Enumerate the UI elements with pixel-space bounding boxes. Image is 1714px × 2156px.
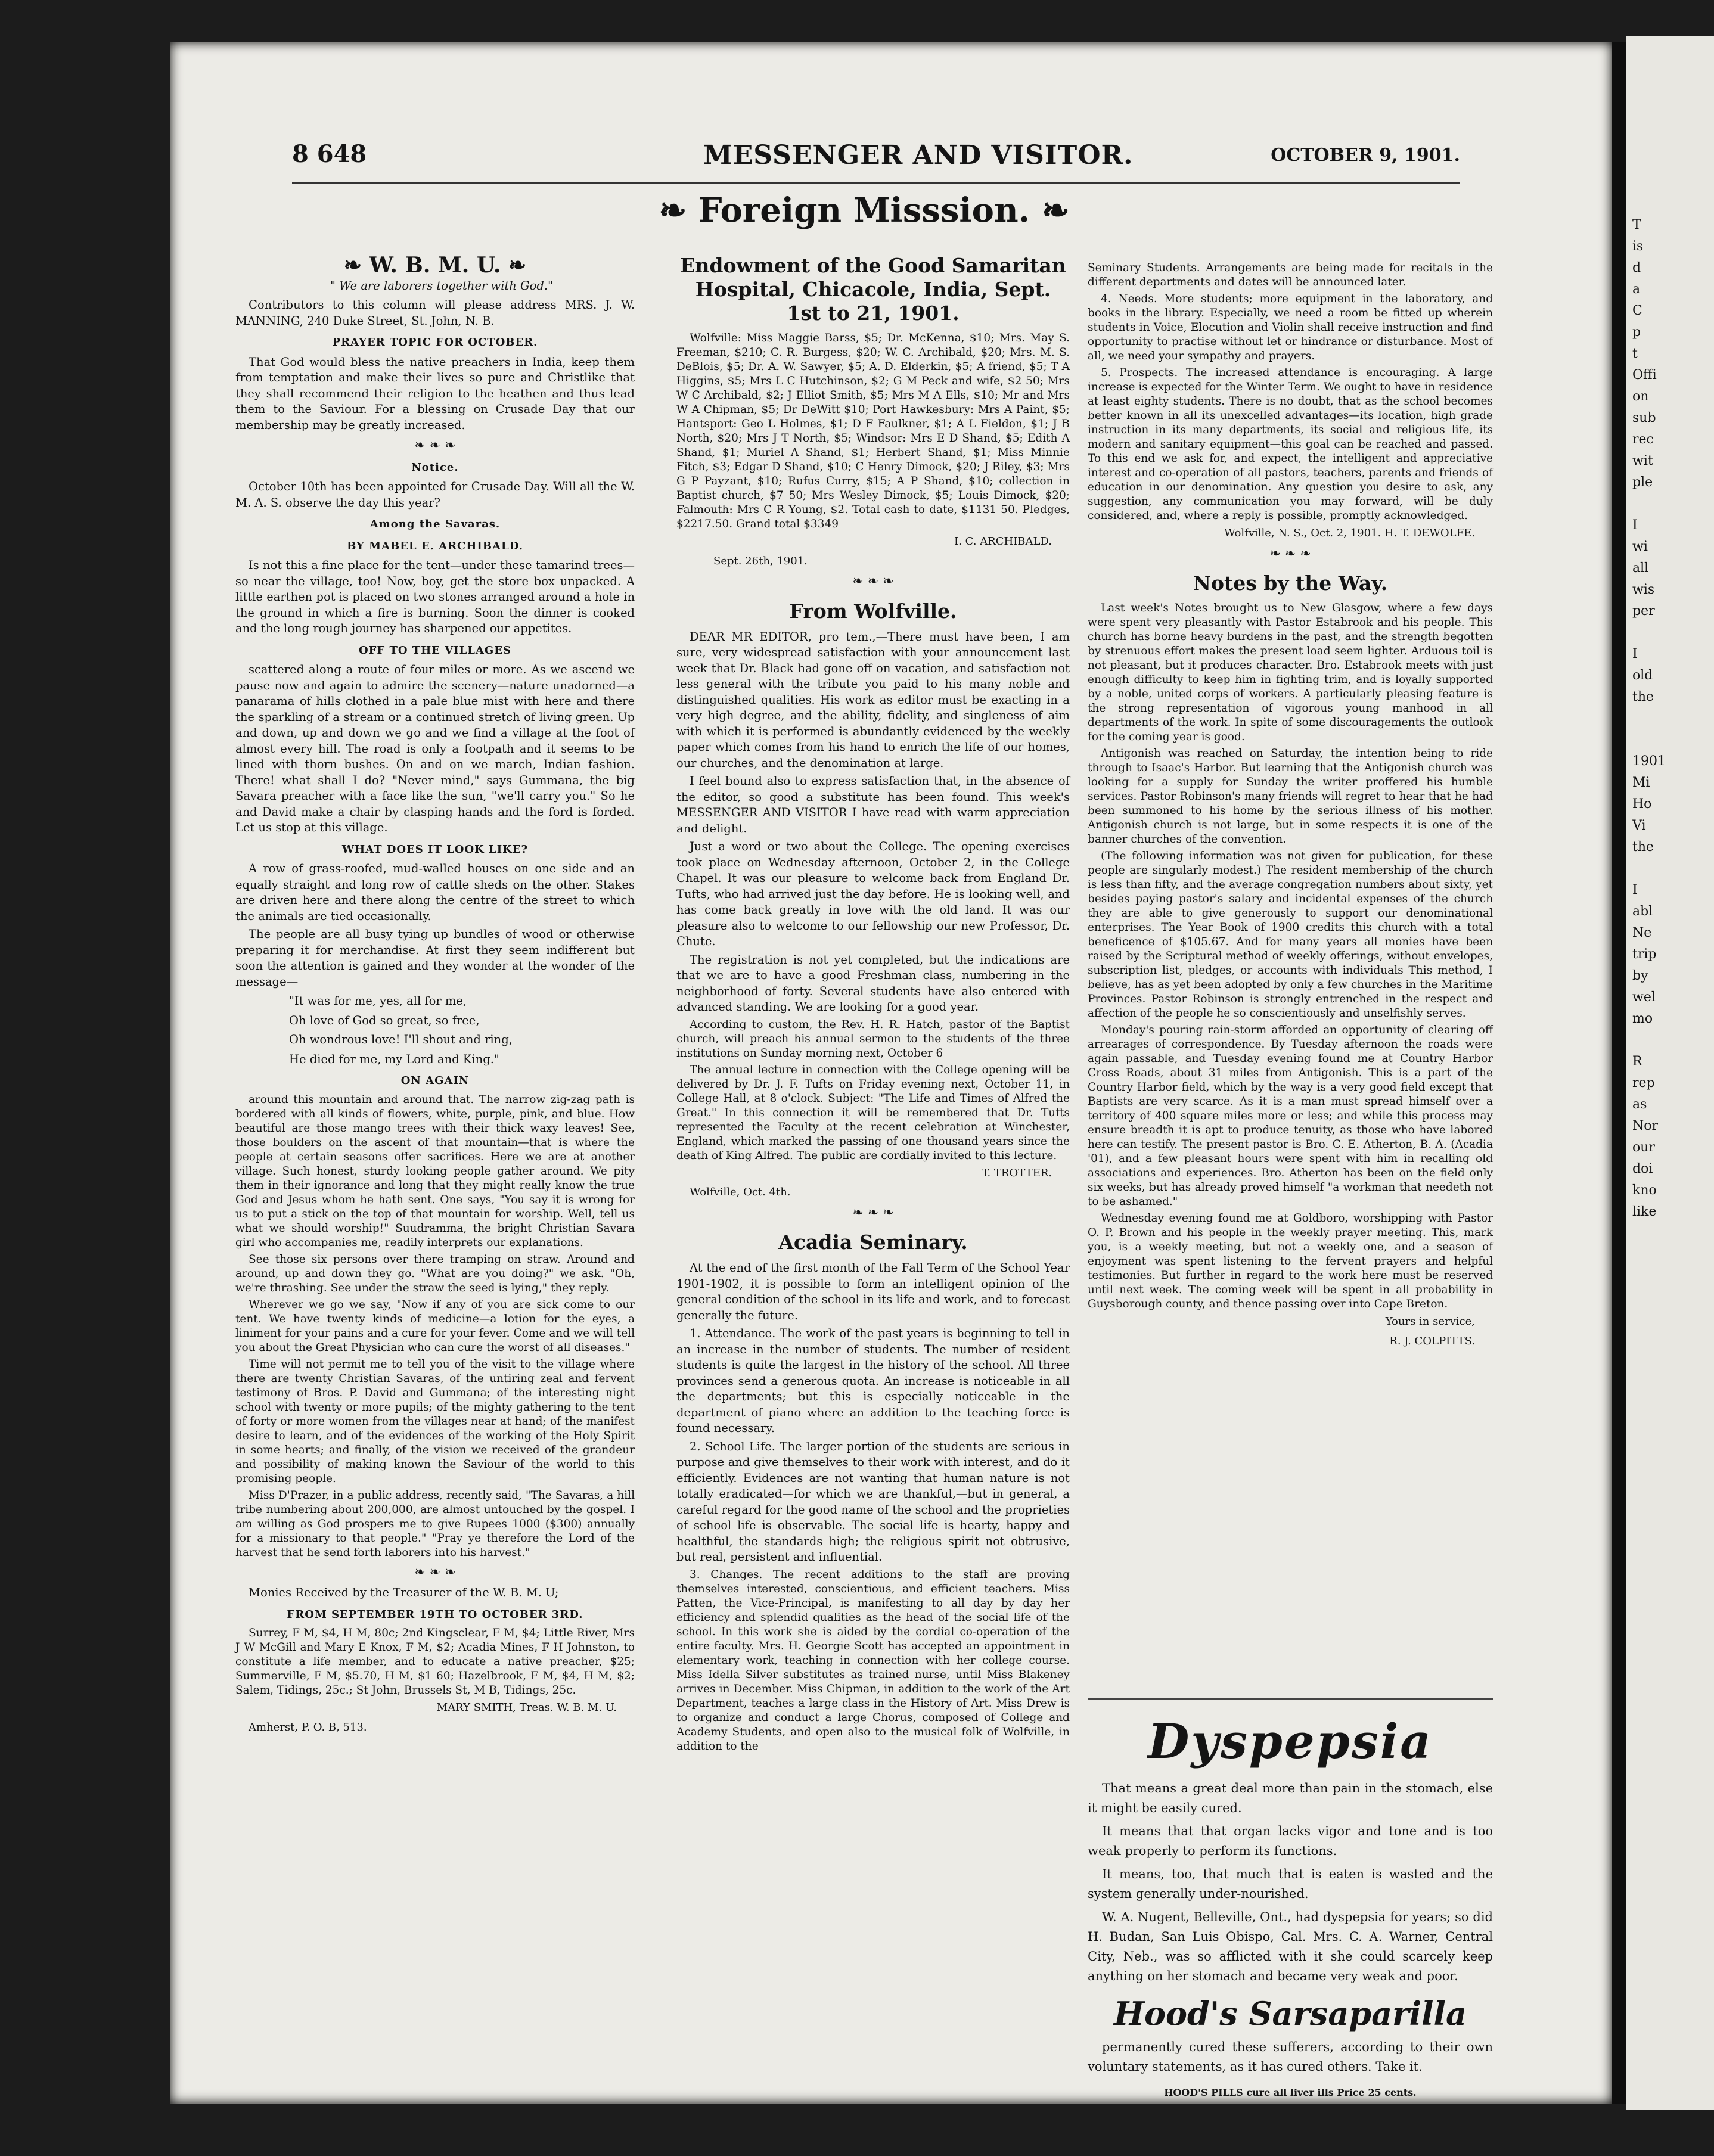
ad-rule xyxy=(1088,1698,1493,1700)
subheading: WHAT DOES IT LOOK LIKE? xyxy=(341,843,529,856)
fragment-text: the xyxy=(1632,840,1654,855)
fragment-text: per xyxy=(1632,604,1655,619)
fragment-text xyxy=(1632,708,1714,729)
wolfville-paragraph: Just a word or two about the College. The opening exercises took place on Wednesday afternoon, October 2, in the College Chapel. It was our pleasure to welcome back from England Dr. Tufts, who had arrived just the day before. He is looking well, and has come back greatly in love with the old land. It was our pleasure also to welcome to our fellowship our new Professor, Dr. Chute. xyxy=(676,840,1070,948)
among-savaras-heading: Among the Savaras. xyxy=(369,518,501,530)
wolfville-paragraph: The registration is not yet completed, but the indications are that we are to have a good Freshman class, numbering in the neighborhood of forty. Several students have also entered with advanced standing. We are looking for a good year. xyxy=(676,952,1070,1014)
dateline: Wolfville, Oct. 4th. xyxy=(690,1186,791,1198)
section-masthead: ❧ Foreign Misssion. ❧ xyxy=(659,191,1070,230)
poem-line: He died for me, my Lord and King." xyxy=(289,1052,499,1066)
fragment-text xyxy=(1632,858,1714,880)
header-rule xyxy=(292,182,1460,184)
signature: T. TROTTER. xyxy=(982,1166,1052,1179)
wolfville-paragraph: The annual lecture in connection with the College opening will be delivered by Dr. J. F. Tufts on Friday evening next, October 11, in College Hall, at 8 o'clock. Subject: "The Life and Times of Alfred the Great." In this connection it will be remembered that Dr. Tufts represented the Faculty at the recent celebration at Winchester, England, which marked the passing of one thousand years since the death of King Alfred. The public are cordially invited to this lecture. xyxy=(676,1063,1070,1162)
fragment-text: our xyxy=(1632,1140,1655,1155)
poem-line: Oh wondrous love! I'll shout and ring, xyxy=(289,1033,513,1046)
savaras-paragraph: Is not this a fine place for the tent—under these tamarind trees—so near the village, too! Now, boy, get the store box unpacked. A little earthen pot is placed on two stones arranged around a hole in the ground in which a fire is burning. Soon the dinner is cooked and the long rough journey has sharpened our appetites. xyxy=(235,558,635,635)
signature-address: Amherst, P. O. B, 513. xyxy=(249,1720,367,1734)
fragment-text xyxy=(1632,622,1714,644)
fragment-text: old xyxy=(1632,668,1653,683)
fragment-text: a xyxy=(1632,282,1641,297)
wolfville-paragraph: I feel bound also to express satisfaction that, in the absence of the editor, so good a substitute has been found. This week's MESSENGER AND VISITOR I have read with warm appreciation and delight. xyxy=(676,774,1070,835)
ad-paragraph: It means, too, that much that is eaten is wasted and the system generally under-nourished. xyxy=(1088,1867,1493,1901)
fragment-text: all xyxy=(1632,561,1649,576)
acadia-paragraph: 3. Changes. The recent additions to the staff are proving themselves interested, conscientious, and efficient teachers. Miss Patten, the Vice-Principal, is manifesting to all day by day her efficiency and splendid qualities as the head of the social life of the school. In this work she is aided by the cordial co-operation of the entire faculty. Mrs. H. Georgie Scott has accepted an appointment in elementary work, teaching in connection with her college course. Miss Idella Silver substitutes as trained nurse, until Miss Blakeney arrives in December. Miss Chipman, in addition to the work of the Art Department, teaches a large class in the History of Art. Miss Drew is to organize and conduct a large Chorus, composed of College and Academy Students, and open also to the musical folk of Wolfville, in addition to the xyxy=(676,1568,1070,1753)
savaras-paragraph: See those six persons over there tramping on straw. Around and around, up and down they go. "What are you doing?" we ask. "Oh, we're thrashing. See under the straw the seed is lying," they reply. xyxy=(235,1253,635,1294)
monies-heading: Monies Received by the Treasurer of the W. B. M. U; xyxy=(249,1586,559,1599)
fragment-text: t xyxy=(1632,346,1638,361)
ad-paragraph: permanently cured these sufferers, according to their own voluntary statements, as it has cured others. Take it. xyxy=(1088,2040,1493,2074)
prayer-topic-heading: PRAYER TOPIC FOR OCTOBER. xyxy=(332,336,538,349)
subheading: OFF TO THE VILLAGES xyxy=(359,644,511,657)
wbmu-motto: " We are laborers together with God." xyxy=(330,278,554,293)
fragment-text: wit xyxy=(1632,453,1653,468)
fragment-text: doi xyxy=(1632,1161,1653,1176)
notes-paragraph: (The following information was not given for publication, for these people are singularly modest.) The resident membership of the church is less than fifty, and the average congregation numbers about sixty, yet besides paying pastor's salary and incidental expenses of the church they are able to give generously to support our denominational enterprises. The Year Book of 1900 credits this church with a total beneficence of $105.67. And for many years all monies have been raised by the Scriptural method of weekly offerings, without envelopes, subscription list, pledges, or accounts with individuals This method, I believe, has as yet been adopted by only a few churches in the Maritime Provinces. Pastor Robinson is strongly entrenched in the respect and affection of the people he so conscientiously and unselfishly serves. xyxy=(1088,850,1493,1020)
fragment-text: Ho xyxy=(1632,797,1652,812)
acadia-paragraph: 4. Needs. More students; more equipment in the laboratory, and books in the library. Especially, we need a room be fitted up wherein students in Voice, Elocution and Violin shall receive instruction and find opportunity to practise without let or hindrance or disturbance. Most of all, we need your sympathy and prayers. xyxy=(1088,293,1493,362)
fragment-text: p xyxy=(1632,325,1641,340)
ad-paragraph: W. A. Nugent, Belleville, Ont., had dyspepsia for years; so did H. Budan, San Luis Obispo, Cal. Mrs. C. A. Warner, Central City, Neb., was so afflicted with it she could scarcely keep anything on her stomach and became very weak and poor. xyxy=(1088,1910,1493,1983)
ornament: ❧ ❧ ❧ xyxy=(414,1564,456,1580)
endowment-list: Wolfville: Miss Maggie Barss, $5; Dr. McKenna, $10; Mrs. May S. Freeman, $210; C. R. Burgess, $20; W. C. Archibald, $20; Mrs. M. S. DeBlois, $5; Dr. A. W. Sawyer, $5; A. D. Elderkin, $5; A friend, $5; T A Higgins, $5; Mrs L C Hutchinson, $2; G M Peck and wife, $2 50; Mrs W C Archibald, $2; J Elliot Smith, $5; Mrs M A Ells, $10; Mr and Mrs W A Chipman, $5; Dr DeWitt $10; Port Hawkesbury: Mrs A Paint, $5; Hantsport: Geo L Holmes, $1; D F Faulkner, $1; A L Fieldon, $1; J B North, $20; Mrs J T North, $5; Windsor: Mrs E D Shand, $5; Edith A Shand, $1; Muriel A Shand, $1; Herbert Shand, $1; Miss Minnie Fitch, $3; Edgar D Shand, $10; C Henry Dimock, $20; J Riley, $3; Mrs G P Payzant, $10; Rufus Curry, $15; A P Shand, $10; collection in Baptist church, $7 50; Mrs Wesley Dimock, $5; Louis Dimock, $20; Falmouth: Mrs C R Young, $2. Total cash to date, $1131 50. Pledges, $2217.50. Grand total $3349 xyxy=(676,332,1070,530)
fragment-text: the xyxy=(1632,689,1654,704)
adjacent-page-edge xyxy=(1626,36,1714,2110)
fragment-text: rep xyxy=(1632,1076,1655,1091)
savaras-paragraph: Time will not permit me to tell you of the visit to the village where there are twenty Christian Savaras, of the untiring zeal and fervent testimony of Bros. P. David and Gummana; of the interesting night school with twenty or more pupils; of the mighty gathering to the tent of forty or more women from the villages near at hand; of the manifest desire to learn, and of the evidences of the working of the Holy Spirit in some hearts; and finally, of the vision we received of the grandeur and possibility of making known the Saviour of the world to this promising people. xyxy=(235,1357,635,1485)
closing: Yours in service, xyxy=(1385,1315,1475,1328)
notes-paragraph: Last week's Notes brought us to New Glasgow, where a few days were spent very pleasantly with Pastor Estabrook and his people. This church has borne heavy burdens in the past, and the strength begotten by strenuous effort makes the present load seem lighter. Arduous toil is not pleasant, but it produces character. Bro. Estabrook meets with just enough difficulty to keep him in fighting trim, and is loyally supported by a noble, united corps of workers. A particularly pleasing feature is the strong representation of vigorous young manhood in all departments of the work. In spite of some discouragements the outlook for the coming year is good. xyxy=(1088,602,1493,743)
fragment-text: T xyxy=(1632,218,1641,232)
savaras-paragraph: Miss D'Prazer, in a public address, recently said, "The Savaras, a hill tribe numbering about 200,000, are almost untouched by the gospel. I am willing as God prospers me to give Rupees 1000 ($300) annually for a missionary to that people." "Pray ye therefore the Lord of the harvest that he send forth laborers into his harvest." xyxy=(235,1489,635,1559)
signature: Wolfville, N. S., Oct. 2, 1901. H. T. DEWOLFE. xyxy=(1224,527,1475,539)
signature: I. C. ARCHIBALD. xyxy=(954,535,1052,548)
savaras-paragraph: A row of grass-roofed, mud-walled houses on one side and an equally straight and long row of cattle sheds on the other. Stakes are driven here and there along the centre of the street to which the animals are tied occasionally. xyxy=(235,862,635,923)
fragment-text xyxy=(1632,1030,1714,1051)
fragment-text: is xyxy=(1632,239,1644,254)
fragment-text: abl xyxy=(1632,904,1653,919)
fragment-text: wis xyxy=(1632,582,1655,597)
acadia-paragraph: 1. Attendance. The work of the past years is beginning to tell in an increase in the number of students. The number of resident students is quite the largest in the history of the school. All three provinces send a generous quota. An increase is noticeable in all the departments; but this is especially noticeable in the department of piano where an addition to the teaching force is found necessary. xyxy=(676,1326,1070,1435)
fragment-text: like xyxy=(1632,1204,1657,1219)
fragment-text: d xyxy=(1632,260,1641,275)
fragment-text: Mi xyxy=(1632,775,1650,790)
fragment-text: wi xyxy=(1632,539,1648,554)
wolfville-paragraph: DEAR MR EDITOR, pro tem.,—There must have been, I am sure, very widespread satisfaction with your announcement last week that Dr. Black had gone off on vacation, and satisfaction not less general with the tribute you paid to his many noble and distinguished qualities. His work as editor must be exacting in a very high degree, and the ability, fidelity, and singleness of aim with which it is performed is abundantly evidenced by the weekly paper which comes from his hand to enrich the life of our homes, our churches, and the denomination at large. xyxy=(676,629,1070,770)
savaras-paragraph: scattered along a route of four miles or more. As we ascend we pause now and again to admire the scenery—nature unadorned—a panarama of hills clothed in a pale blue mist with here and there the sparkling of a stream or a continued stretch of living green. Up and down, up and down we go and we find a village at the foot of almost every hill. The road is only a footpath and it seems to be lined with thorn bushes. On and on we march, Indian fashion. There! what shall I do? "Never mind," says Gummana, the big Savara preacher with a face like the sun, "we'll carry you." So he and David make a chair by clasping hands and the ford is forded. Let us stop at this village. xyxy=(235,663,635,834)
fragment-text: R xyxy=(1632,1054,1642,1069)
page-header xyxy=(292,140,1460,176)
fragment-text: 1901 xyxy=(1632,754,1666,769)
adjacent-page-fragments xyxy=(1626,36,1714,1223)
fragment-text: trip xyxy=(1632,947,1657,962)
ad-headline: Dyspepsia xyxy=(1148,1713,1433,1769)
fragment-text: rec xyxy=(1632,432,1654,447)
fragment-text: kno xyxy=(1632,1183,1657,1198)
dateline: Sept. 26th, 1901. xyxy=(713,554,808,567)
fragment-text xyxy=(1632,729,1714,751)
savaras-paragraph: around this mountain and around that. The narrow zig-zag path is bordered with all kinds of flowers, white, purple, pink, and blue. How beautiful are those mango trees with their thick waxy leaves! See, those boulders on the ascent of that mountain—that is where the people at certain seasons offer sacrifices. Here we are at another village. Such honest, sturdy looking people gather around. We pity them in their ignorance and long that they might really know the true God and Jesus whom he hath sent. One says, "You say it is wrong for us to put a stick on the top of that mountain for worship. Well, tell us what we should worship!" Suudramma, the bright Christian Savara girl who accompanies me, readily interprets our explanations. xyxy=(235,1093,635,1249)
notes-title: Notes by the Way. xyxy=(1193,571,1388,595)
poem-line: "It was for me, yes, all for me, xyxy=(289,994,467,1008)
fragment-text xyxy=(1632,493,1714,515)
poem-line: Oh love of God so great, so free, xyxy=(289,1013,480,1027)
acadia-continued: Seminary Students. Arrangements are being made for recitals in the different departments and dates will be announced later. xyxy=(1088,262,1493,288)
notice-text: October 10th has been appointed for Crusade Day. Will all the W. M. A. S. observe the day this year? xyxy=(235,480,635,510)
column-wbmu xyxy=(235,244,635,1739)
wolfville-title: From Wolfville. xyxy=(789,599,957,623)
hoods-advertisement xyxy=(1088,1713,1493,2106)
fragment-text: sub xyxy=(1632,411,1656,425)
column-endowment xyxy=(676,244,1070,1756)
ornament: ❧ ❧ ❧ xyxy=(852,574,894,589)
ad-brand: Hood's Sarsaparilla xyxy=(1113,1995,1467,2033)
fragment-text: on xyxy=(1632,389,1649,404)
fragment-text: Offi xyxy=(1632,368,1657,383)
signature: MARY SMITH, Treas. W. B. M. U. xyxy=(436,1701,617,1714)
acadia-paragraph: 2. School Life. The larger portion of the students are serious in purpose and give themselves to their work with interest, and do it efficiently. Evidences are not wanting that human nature is not totally eradicated—for which we are thankful,—but in general, a careful regard for the good name of the school and the proprieties of school life is observable. The social life is hearty, happy and healthful, the standards high; the religious spirit not obtrusive, but real, persistent and influential. xyxy=(676,1439,1070,1564)
byline: BY MABEL E. ARCHIBALD. xyxy=(347,539,523,552)
acadia-paragraph: 5. Prospects. The increased attendance is encouraging. A large increase is expected for the Winter Term. We ought to have in residence at least eighty students. There is no doubt, that as the school becomes better known in all its unexcelled advantages—its location, high grade instruction in its many departments, its social and religious life, its modern and sanitary equipment—this goal can be reached and passed. To this end we ask for, and expect, the intelligent and appreciative interest and co-operation of all pastors, teachers, parents and friends of education in our denomination. Any question you desire to ask, any suggestion, any communication you may forward, will be duly considered, and, where a reply is possible, promptly acknowledged. xyxy=(1088,366,1493,522)
fragment-text: C xyxy=(1632,303,1642,318)
page-number: 8 648 xyxy=(292,140,367,168)
fragment-text: I xyxy=(1632,883,1638,897)
fragment-text: Vi xyxy=(1632,818,1646,833)
endowment-title: Endowment of the Good Samaritan Hospital, Chicacole, India, Sept. 1st to 21, 1901. xyxy=(680,254,1066,325)
fragment-text: by xyxy=(1632,968,1648,983)
ornament: ❧ ❧ ❧ xyxy=(1269,546,1311,561)
paper-title: MESSENGER AND VISITOR. xyxy=(703,140,1134,170)
ad-footer: HOOD'S PILLS cure all liver ills Price 25 cents. xyxy=(1164,2087,1417,2098)
ornament: ❧ ❧ ❧ xyxy=(852,1205,894,1220)
fragment-text: Nor xyxy=(1632,1119,1659,1133)
monies-dates: FROM SEPTEMBER 19TH TO OCTOBER 3RD. xyxy=(287,1608,583,1621)
wbmu-intro: Contributors to this column will please address MRS. J. W. MANNING, 240 Duke Street, St. John, N. B. xyxy=(235,298,635,328)
acadia-title: Acadia Seminary. xyxy=(778,1231,968,1254)
notice-heading: Notice. xyxy=(411,461,459,474)
fragment-text: mo xyxy=(1632,1011,1653,1026)
ad-paragraph: It means that that organ lacks vigor and tone and is too weak properly to perform its functions. xyxy=(1088,1824,1493,1858)
page-binding xyxy=(1612,42,1626,2104)
fragment-text: I xyxy=(1632,518,1638,533)
savaras-paragraph: Wherever we go we say, "Now if any of you are sick come to our tent. We have twenty kinds of medicine—a lotion for the eyes, a liniment for your pains and a cure for your fever. Come and we will tell you about the Great Physician who can cure the worst of all diseases." xyxy=(235,1298,635,1354)
notes-paragraph: Monday's pouring rain-storm afforded an opportunity of clearing off arrearages of correspondence. By Tuesday afternoon the roads were again passable, and Tuesday evening found me at Country Harbor Cross Roads, about 31 miles from Antigonish. This is a part of the Country Harbor field, which by the way is a very good field except that Baptists are very scarce. As it is a man must spread himself over a territory of 400 square miles more or less; and while this process may ensure breadth it is apt to produce tenuity, as those who have labored here can testify. The present pastor is Bro. C. E. Atherton, B. A. (Acadia '01), and a few pleasant hours were spent with him in recalling old associations and experiences. Bro. Atherton has been on the field only six weeks, but has already proved himself "a workman that needeth not to be ashamed." xyxy=(1088,1024,1493,1208)
fragment-text: Ne xyxy=(1632,925,1652,940)
notes-paragraph: Antigonish was reached on Saturday, the intention being to ride through to Isaac's Harbor. But learning that the Antigonish church was looking for a supply for Sunday the writer proffered his humble services. Pastor Robinson's many friends will regret to hear that he had been summoned to his home by the serious illness of his mother. Antigonish church is not large, but in some respects it is one of the banner churches of the convention. xyxy=(1088,747,1493,846)
column-notes xyxy=(1088,261,1493,1353)
fragment-text: as xyxy=(1632,1097,1647,1112)
notes-paragraph: Wednesday evening found me at Goldboro, worshipping with Pastor O. P. Brown and his people in the weekly prayer meeting. This, mark you, is a weekly meeting, but not a weekly one, and a season of enjoyment was spent listening to the fervent prayers and helpful testimonies. But further in regard to the work here must be reserved until next week. The coming week will be spent in all probability in Guysborough county, and thence passing over into Cape Breton. xyxy=(1088,1212,1493,1310)
fragment-text: wel xyxy=(1632,990,1656,1005)
fragment-text: I xyxy=(1632,647,1638,661)
subheading: ON AGAIN xyxy=(400,1074,470,1087)
monies-list: Surrey, F M, $4, H M, 80c; 2nd Kingsclear, F M, $4; Little River, Mrs J W McGill and Mary E Knox, F M, $2; Acadia Mines, F H Johnston, to constitute a life member, and to educate a native preacher, $25; Summerville, F M, $5.70, H M, $1 60; Hazelbrook, F M, $4, H M, $2; Salem, Tidings, 25c.; St John, Brussels St, M B, Tidings, 25c. xyxy=(235,1627,635,1697)
ad-paragraph: That means a great deal more than pain in the stomach, else it might be easily cured. xyxy=(1088,1781,1493,1815)
wolfville-paragraph: According to custom, the Rev. H. R. Hatch, pastor of the Baptist church, will preach his annual sermon to the students of the three institutions on Sunday morning next, October 6 xyxy=(676,1018,1070,1060)
savaras-paragraph: The people are all busy tying up bundles of wood or otherwise preparing it for merchandise. At first they seem indifferent but soon the attention is gained and they wonder at the wonder of the message— xyxy=(235,927,635,989)
issue-date: OCTOBER 9, 1901. xyxy=(1271,145,1460,166)
prayer-topic: That God would bless the native preachers in India, keep them from temptation and make their lives so pure and Christlike that they shall recommend their religion to the heathen and thus lead them to the Saviour. For a blessing on Crusade Day that our membership may be greatly increased. xyxy=(235,355,635,432)
signature: R. J. COLPITTS. xyxy=(1389,1334,1475,1347)
ornament: ❧ ❧ ❧ xyxy=(414,438,456,453)
wbmu-title: ❧ W. B. M. U. ❧ xyxy=(343,253,527,278)
fragment-text: ple xyxy=(1632,475,1653,490)
acadia-paragraph: At the end of the first month of the Fall Term of the School Year 1901-1902, it is possible to form an intelligent opinion of the general condition of the school in its life and work, and to forecast generally the future. xyxy=(676,1261,1070,1322)
